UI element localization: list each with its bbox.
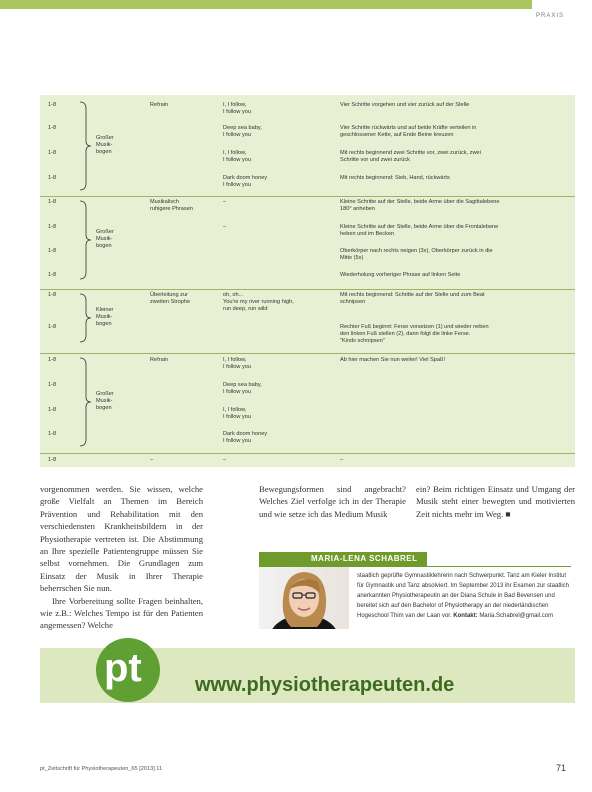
article-col3-para: ein? Beim richtigen Einsatz und Umgang der Musik steht einer bewegten und motivierten Zeit nichts mehr im Weg. ■ xyxy=(416,484,575,519)
table-cell-num: 1-8 xyxy=(48,382,57,388)
page-number: 71 xyxy=(556,763,567,773)
table-cell-num: 1-8 xyxy=(48,150,57,156)
table-cell-c3: Deep sea baby, I follow you xyxy=(223,125,262,138)
table-cell-c3: I, I follow, I follow you xyxy=(223,150,251,163)
table-separator xyxy=(40,453,575,454)
author-photo xyxy=(259,567,349,629)
group-label: Großer Musik- bogen xyxy=(96,391,114,411)
article-col1-para2: Ihre Vorbereitung sollte Fragen beinhalten, wie z.B.: Welches Tempo ist für den Patienten angemessen? Welche xyxy=(40,595,203,631)
table-cell-num: 1-8 xyxy=(48,248,57,254)
table-cell-c4: Mit rechts beginnend: Sieb, Hand, rückwärts xyxy=(340,175,450,181)
table-cell-c2: Refrain xyxy=(150,102,169,108)
table-cell-c3: – xyxy=(223,224,227,230)
table-cell-c4: Mit rechts beginnend zwei Schritte vor, zwei zurück, zwei Schritte vor und zwei zurück xyxy=(340,150,481,163)
table-cell-c4: – xyxy=(340,457,344,463)
pt-logo-text: pt xyxy=(104,646,142,690)
table-cell-num: 1-8 xyxy=(48,407,57,413)
table-cell-c3: Dark doom honey I follow you xyxy=(223,175,268,188)
group-brace xyxy=(78,293,92,343)
author-name: MARIA-LENA SCHABREL xyxy=(259,552,427,566)
table-cell-c2: Refrain xyxy=(150,357,169,363)
table-cell-c4: Vier Schritte rückwärts und auf beide Kräfte verteilen in geschlossener Kette, auf Ende Beine kreuzen xyxy=(340,125,477,138)
group-label: Großer Musik- bogen xyxy=(96,135,114,155)
group-brace xyxy=(78,200,92,280)
table-cell-num: 1-8 xyxy=(48,272,57,278)
group-label: Großer Musik- bogen xyxy=(96,229,114,249)
table-cell-c3: I, I follow, I follow you xyxy=(223,407,251,420)
group-brace xyxy=(78,101,92,191)
top-bar-gap xyxy=(532,0,592,9)
table-cell-c4: Kleine Schritte auf der Stelle, beide Arme über die Sagittalebene 180° anheben xyxy=(340,199,500,212)
table-cell-c4: Rechter Fuß beginnt: Ferse vorsetzen (1) und wieder neben den linken Fuß stellen (2), dann folgt die linke Ferse. "Kinds schnipsen" xyxy=(340,324,489,344)
table-cell-c3: I, I follow, I follow you xyxy=(223,102,251,115)
table-cell-num: 1-8 xyxy=(48,292,57,298)
table-cell-c3: I, I follow, I follow you xyxy=(223,357,251,370)
table-cell-c4: Oberkörper nach rechts neigen (3x), Oberkörper zurück in die Mitte (5x) xyxy=(340,248,493,261)
section-label: PRAXIS xyxy=(535,13,564,19)
exercise-table xyxy=(40,95,575,467)
table-cell-c3: – xyxy=(223,199,227,205)
table-cell-c3: oh, oh... You're my river running high, run deep, run wild xyxy=(223,292,294,312)
table-cell-c2: – xyxy=(150,457,154,463)
article-column-3 xyxy=(416,483,575,520)
table-cell-c2: Überleitung zur zweiten Strophe xyxy=(150,292,191,305)
contact-email[interactable]: Maria.Schabrel@gmail.com xyxy=(479,613,554,619)
website-link[interactable]: www.physiotherapeuten.de xyxy=(195,674,455,696)
article-col2-para: Bewegungsformen sind angebracht? Welches Ziel verfolge ich in der Therapie und wie setze ich das Medium Musik xyxy=(259,484,406,519)
top-accent-bar xyxy=(0,0,592,9)
table-cell-num: 1-8 xyxy=(48,175,57,181)
author-bio xyxy=(357,571,570,621)
article-column-1 xyxy=(40,483,203,632)
group-brace xyxy=(78,357,92,447)
group-label: Kleiner Musik- bogen xyxy=(96,307,114,327)
table-cell-c2: Musikalisch ruhigere Phrasen xyxy=(150,199,193,212)
table-cell-c4: Ab hier machen Sie nun weiter! Viel Spaß! xyxy=(340,357,445,363)
article-column-2 xyxy=(259,483,406,520)
table-separator xyxy=(40,289,575,290)
table-cell-c3: – xyxy=(223,457,227,463)
table-separator xyxy=(40,196,575,197)
article-col1-para1: vorgenommen werden. Sie wissen, welche große Vielfalt an Themen im Bereich Prävention und Rehabilitation mit den verschiedensten Krankheitsbildern in der Physiotherapie vertreten ist. Die Abstimmung an Ihre spezielle Patientengruppe müssen Sie selbst vornehmen. Die Grundlagen zum Einsatz der Musik in Ihrer Therapie beherrschen Sie nun. xyxy=(40,484,203,594)
table-cell-num: 1-8 xyxy=(48,125,57,131)
table-cell-c4: Wiederholung vorheriger Phrase auf linken Seite xyxy=(340,272,461,278)
table-cell-num: 1-8 xyxy=(48,199,57,205)
table-cell-c4: Kleine Schritte auf der Stelle, beide Arme über die Frontalebene heben und im Becken xyxy=(340,224,499,237)
table-cell-num: 1-8 xyxy=(48,102,57,108)
table-cell-c3: Dark doom honey I follow you xyxy=(223,431,268,444)
contact-label: Kontakt: xyxy=(453,613,478,619)
table-cell-num: 1-8 xyxy=(48,457,57,463)
table-separator xyxy=(40,353,575,354)
table-cell-c3: Deep sea baby, I follow you xyxy=(223,382,262,395)
table-cell-c4: Vier Schritte vorgehen und vier zurück auf der Stelle xyxy=(340,102,470,108)
table-cell-num: 1-8 xyxy=(48,431,57,437)
table-cell-c4: Mit rechts beginnend: Schritte auf der Stelle und zum Beat schnipsen xyxy=(340,292,485,305)
footer-journal: pt_Zeitschrift für Physiotherapeuten_65 [2013] 11 xyxy=(40,766,163,772)
table-cell-num: 1-8 xyxy=(48,224,57,230)
author-bio-text: staatlich geprüfte Gymnastiklehrerin nach Schwerpunkt. Tanz am Kieler Institut für Gymnastik und Tanz absolviert. Im September 2013 ihr Examen zur staatlich anerkannten Physiotherapeutin an der Diana Schule in Bad Bevensen und bereitet sich auf den Bachelor of Physiotherapy an der niederländischen Hogeschool Thim van der Laan vor. xyxy=(357,573,569,619)
table-cell-num: 1-8 xyxy=(48,357,57,363)
table-cell-num: 1-8 xyxy=(48,324,57,330)
